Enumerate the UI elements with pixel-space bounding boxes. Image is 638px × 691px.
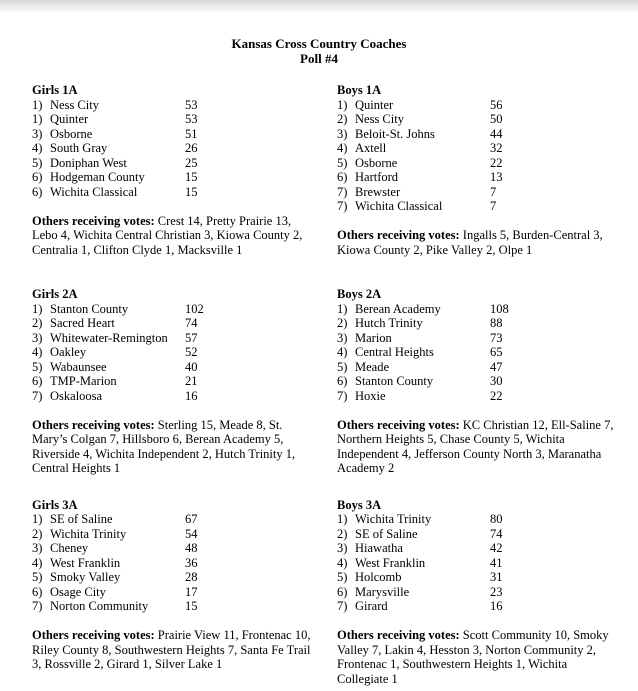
rank-number: 6): [337, 374, 348, 388]
team-name: Wichita Trinity: [50, 526, 127, 541]
team-name: Cheney: [50, 541, 89, 555]
ranking-row: [32, 512, 337, 527]
ranking-row: [337, 141, 618, 156]
team-name: Beloit-St. Johns: [355, 126, 435, 141]
vote-count: 40: [185, 359, 198, 374]
ranking-row: [337, 302, 618, 317]
team-name: Axtell: [355, 141, 387, 155]
rank-number: 6): [32, 184, 43, 199]
rankings-list: [32, 302, 337, 404]
rank-number: 7): [32, 599, 43, 613]
team-name: Wichita Trinity: [355, 512, 432, 526]
rank-number: 2): [337, 112, 348, 126]
vote-count: 31: [490, 570, 503, 584]
ranking-row: [32, 374, 337, 389]
rank-number: 4): [32, 345, 43, 359]
others-label: Others receiving votes:: [32, 417, 155, 432]
others-receiving-votes: [32, 628, 312, 672]
rank-number: 4): [32, 141, 43, 155]
team-name: Stanton County: [355, 374, 434, 388]
team-name: Quinter: [355, 97, 394, 112]
rankings-list: [337, 98, 618, 214]
rank-number: 5): [337, 570, 348, 584]
rank-number: 4): [337, 141, 348, 155]
section-heading: Girls 2A: [32, 287, 78, 301]
page-title-line2: Poll #4: [300, 51, 338, 66]
vote-count: 52: [185, 345, 198, 359]
rank-number: 1): [32, 97, 43, 112]
vote-count: 22: [490, 388, 503, 403]
others-label: Others receiving votes:: [337, 628, 460, 642]
others-label: Others receiving votes:: [337, 417, 460, 432]
vote-count: 53: [185, 97, 198, 112]
rank-number: 5): [32, 359, 43, 374]
ranking-row: [337, 570, 618, 585]
section-heading: Boys 3A: [337, 497, 382, 512]
poll-sections: [32, 83, 638, 686]
team-name: Brewster: [355, 184, 401, 199]
page-title-line1: Kansas Cross Country Coaches: [231, 36, 407, 51]
ranking-row: [32, 345, 337, 360]
others-teams: Sterling 15, Meade 8, St. Mary’s Colgan 7, Hillsboro 6, Berean Academy 5, Riverside 4, Wichita Independent 2, Hutch Trinity 1, Central Heights 1: [32, 417, 296, 475]
vote-count: 74: [185, 316, 198, 330]
team-name: Marion: [355, 330, 392, 345]
poll-section: [32, 83, 337, 257]
ranking-row: [337, 599, 618, 614]
rank-number: 3): [337, 126, 348, 141]
others-teams: KC Christian 12, Ell-Saline 7, Northern Heights 5, Chase County 5, Wichita Independent 4, Jefferson County North 3, Maranatha Academy 2: [337, 417, 614, 475]
rankings-list: [32, 512, 337, 614]
team-name: Osborne: [355, 155, 398, 170]
team-name: Sacred Heart: [50, 316, 115, 330]
team-name: South Gray: [50, 141, 108, 155]
rank-number: 5): [32, 570, 43, 584]
rank-number: 1): [32, 301, 43, 316]
ranking-row: [337, 185, 618, 200]
vote-count: 15: [185, 599, 198, 613]
ranking-row: [337, 541, 618, 556]
vote-count: 30: [490, 374, 503, 388]
team-name: Stanton County: [50, 301, 129, 316]
others-receiving-votes: [337, 418, 617, 476]
poll-section: [337, 498, 618, 687]
team-name: Quinter: [50, 112, 89, 126]
rank-number: 2): [337, 316, 348, 330]
rank-number: 3): [32, 541, 43, 555]
vote-count: 7: [490, 184, 497, 199]
others-label: Others receiving votes:: [337, 228, 460, 242]
rank-number: 1): [337, 301, 348, 316]
vote-count: 7: [490, 199, 497, 213]
rank-number: 7): [337, 199, 348, 213]
ranking-row: [337, 527, 618, 542]
vote-count: 57: [185, 330, 198, 345]
rank-number: 2): [32, 526, 43, 541]
poll-section: [32, 287, 337, 476]
ranking-row: [32, 541, 337, 556]
rank-number: 6): [337, 584, 348, 599]
vote-count: 44: [490, 126, 503, 141]
rank-number: 1): [32, 512, 43, 526]
team-name: West Franklin: [355, 555, 426, 570]
ranking-row: [337, 127, 618, 142]
team-name: Girard: [355, 599, 388, 613]
team-name: Wabaunsee: [50, 359, 107, 374]
ranking-row: [32, 527, 337, 542]
team-name: Hutch Trinity: [355, 316, 423, 330]
vote-count: 108: [490, 301, 509, 316]
vote-count: 48: [185, 541, 198, 555]
vote-count: 13: [490, 170, 503, 184]
vote-count: 88: [490, 316, 503, 330]
rank-number: 1): [337, 512, 348, 526]
others-receiving-votes: [337, 228, 617, 257]
team-name: Osborne: [50, 126, 93, 141]
ranking-row: [32, 170, 337, 185]
rank-number: 5): [337, 359, 348, 374]
rank-number: 1): [337, 97, 348, 112]
ranking-row: [32, 599, 337, 614]
team-name: Hiawatha: [355, 541, 403, 555]
rank-number: 6): [32, 170, 43, 184]
ranking-row: [337, 98, 618, 113]
vote-count: 56: [490, 97, 503, 112]
vote-count: 21: [185, 374, 198, 388]
team-name: Holcomb: [355, 570, 402, 584]
rank-number: 4): [337, 345, 348, 359]
vote-count: 32: [490, 141, 503, 155]
others-label: Others receiving votes:: [32, 628, 155, 642]
rank-number: 2): [337, 526, 348, 541]
team-name: Oakley: [50, 345, 87, 359]
vote-count: 65: [490, 345, 503, 359]
vote-count: 50: [490, 112, 503, 126]
vote-count: 15: [185, 170, 198, 184]
team-name: SE of Saline: [50, 512, 113, 526]
team-name: Osage City: [50, 584, 106, 599]
ranking-row: [32, 331, 337, 346]
vote-count: 36: [185, 555, 198, 570]
team-name: Hoxie: [355, 388, 386, 403]
others-teams: Prairie View 11, Frontenac 10, Riley County 8, Southwestern Heights 7, Santa Fe Trail 3, Rossville 2, Girard 1, Silver Lake 1: [32, 628, 311, 671]
ranking-row: [337, 374, 618, 389]
ranking-row: [32, 98, 337, 113]
others-teams: Ingalls 5, Burden-Central 3, Kiowa County 2, Pike Valley 2, Olpe 1: [337, 228, 603, 257]
section-heading: Boys 1A: [337, 83, 382, 97]
rank-number: 7): [337, 184, 348, 199]
team-name: Hodgeman County: [50, 170, 145, 184]
rank-number: 2): [32, 316, 43, 330]
rank-number: 3): [32, 126, 43, 141]
vote-count: 54: [185, 526, 198, 541]
rank-number: 4): [337, 555, 348, 570]
team-name: Hartford: [355, 170, 399, 184]
ranking-row: [32, 185, 337, 200]
others-receiving-votes: [32, 418, 312, 476]
vote-count: 28: [185, 570, 198, 584]
team-name: Doniphan West: [50, 155, 127, 170]
vote-count: 25: [185, 155, 198, 170]
rank-number: 3): [337, 541, 348, 555]
ranking-row: [337, 585, 618, 600]
ranking-row: [337, 316, 618, 331]
ranking-row: [337, 389, 618, 404]
vote-count: 17: [185, 584, 198, 599]
team-name: Central Heights: [355, 345, 434, 359]
vote-count: 67: [185, 512, 198, 526]
ranking-row: [32, 360, 337, 375]
ranking-row: [337, 360, 618, 375]
team-name: Wichita Classical: [50, 184, 138, 199]
rank-number: 7): [337, 599, 348, 613]
poll-section: [32, 498, 337, 672]
team-name: SE of Saline: [355, 526, 418, 541]
rank-number: 3): [32, 330, 43, 345]
rank-number: 6): [32, 374, 43, 388]
team-name: Ness City: [355, 112, 404, 126]
rankings-list: [337, 512, 618, 614]
team-name: Norton Community: [50, 599, 149, 613]
poll-band: [32, 498, 638, 687]
vote-count: 53: [185, 112, 198, 126]
vote-count: 102: [185, 301, 204, 316]
rankings-list: [337, 302, 618, 404]
ranking-row: [337, 331, 618, 346]
ranking-row: [337, 170, 618, 185]
rank-number: 7): [32, 388, 43, 403]
ranking-row: [337, 556, 618, 571]
ranking-row: [32, 112, 337, 127]
ranking-row: [32, 556, 337, 571]
vote-count: 26: [185, 141, 198, 155]
rank-number: 3): [337, 330, 348, 345]
ranking-row: [32, 570, 337, 585]
poll-band: [32, 287, 638, 476]
poll-section: [337, 83, 618, 257]
team-name: Marysville: [355, 584, 410, 599]
others-teams: Scott Community 10, Smoky Valley 7, Lakin 4, Hesston 3, Norton Community 2, Frontenac 1, Southwestern Heights 1, Wichita Collegiate 1: [337, 628, 609, 686]
rank-number: 5): [32, 155, 43, 170]
section-heading: Girls 1A: [32, 83, 78, 97]
poll-band: [32, 83, 638, 257]
ranking-row: [32, 316, 337, 331]
rank-number: 5): [337, 155, 348, 170]
team-name: TMP-Marion: [50, 374, 117, 388]
ranking-row: [32, 389, 337, 404]
vote-count: 15: [185, 184, 198, 199]
vote-count: 80: [490, 512, 503, 526]
ranking-row: [337, 345, 618, 360]
team-name: Ness City: [50, 97, 99, 112]
rank-number: 1): [32, 112, 43, 126]
ranking-row: [32, 127, 337, 142]
vote-count: 73: [490, 330, 503, 345]
vote-count: 47: [490, 359, 503, 374]
ranking-row: [32, 141, 337, 156]
ranking-row: [337, 112, 618, 127]
team-name: Smoky Valley: [50, 570, 121, 584]
rank-number: 7): [337, 388, 348, 403]
rank-number: 6): [337, 170, 348, 184]
ranking-row: [32, 302, 337, 317]
others-receiving-votes: [32, 214, 312, 258]
team-name: Meade: [355, 359, 390, 374]
vote-count: 51: [185, 126, 198, 141]
team-name: Oskaloosa: [50, 388, 103, 403]
others-label: Others receiving votes:: [32, 213, 155, 228]
vote-count: 42: [490, 541, 503, 555]
others-receiving-votes: [337, 628, 617, 686]
ranking-row: [337, 199, 618, 214]
team-name: West Franklin: [50, 555, 121, 570]
section-heading: Boys 2A: [337, 287, 382, 301]
vote-count: 41: [490, 555, 503, 570]
vote-count: 16: [185, 388, 198, 403]
ranking-row: [32, 585, 337, 600]
top-edge-shadow: [0, 0, 638, 13]
team-name: Berean Academy: [355, 301, 441, 316]
vote-count: 16: [490, 599, 503, 613]
team-name: Whitewater-Remington: [50, 330, 168, 345]
poll-section: [337, 287, 618, 476]
ranking-row: [337, 156, 618, 171]
vote-count: 23: [490, 584, 503, 599]
ranking-row: [32, 156, 337, 171]
rankings-list: [32, 98, 337, 200]
rank-number: 4): [32, 555, 43, 570]
vote-count: 74: [490, 526, 503, 541]
ranking-row: [337, 512, 618, 527]
section-heading: Girls 3A: [32, 497, 78, 512]
rank-number: 6): [32, 584, 43, 599]
team-name: Wichita Classical: [355, 199, 443, 213]
vote-count: 22: [490, 155, 503, 170]
others-teams: Crest 14, Pretty Prairie 13, Lebo 4, Wichita Central Christian 3, Kiowa County 2, Centralia 1, Clifton Clyde 1, Macksville 1: [32, 213, 303, 257]
